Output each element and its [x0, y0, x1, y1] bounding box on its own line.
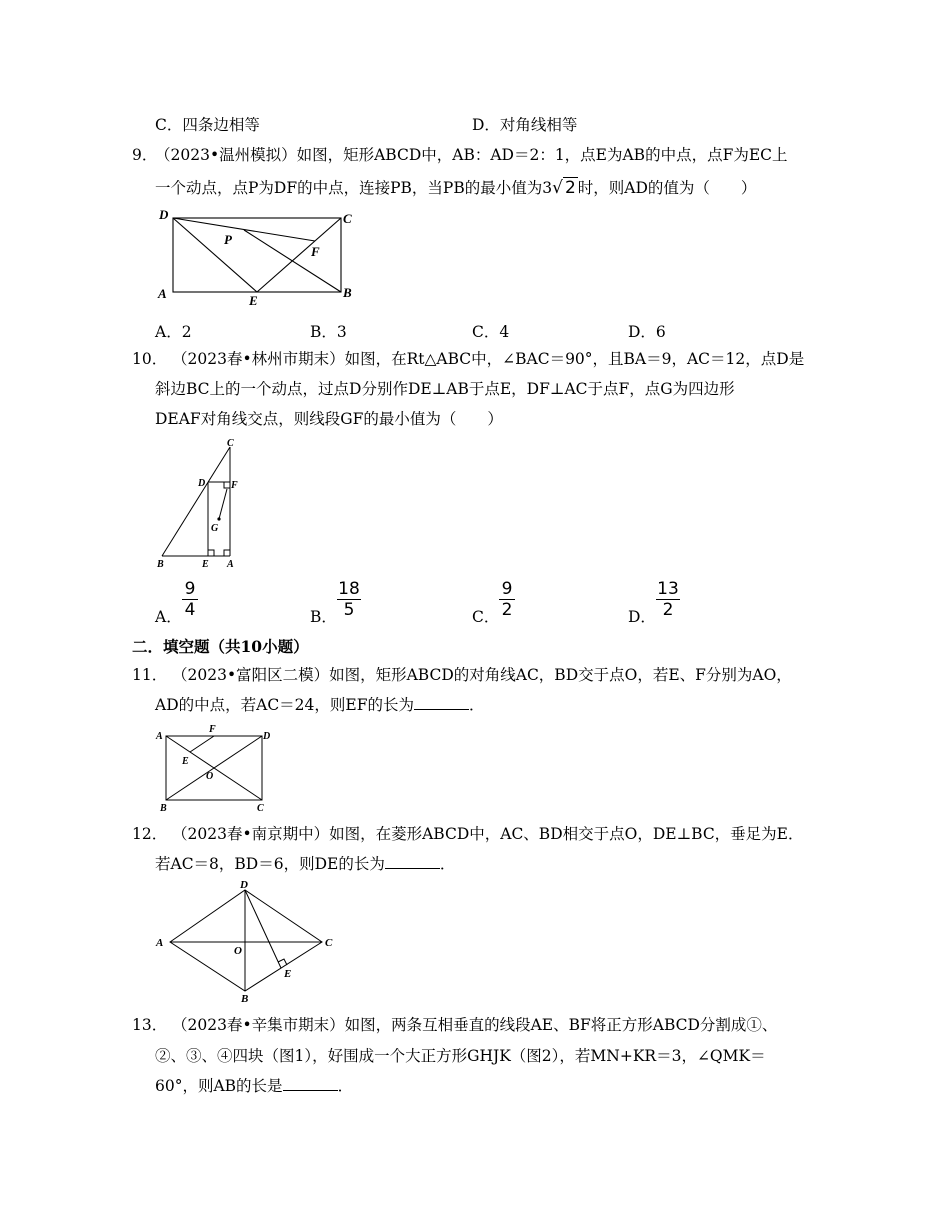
q9-number: 9．	[132, 146, 158, 164]
q10-text-line1: （2023春•林州市期末）如图，在Rt△ABC中，∠BAC＝90°，且BA＝9，AC＝12，点D是	[172, 350, 805, 368]
q11-label-B: B	[160, 803, 167, 814]
q9-label-C: C	[343, 211, 352, 226]
q9-label-F: F	[311, 244, 320, 259]
q10-label-D: D	[198, 478, 206, 489]
q11-text-line1: （2023•富阳区二模）如图，矩形ABCD的对角线AC，BD交于点O，若E、F分别为AO，	[172, 666, 792, 684]
q10-number: 10．	[132, 350, 168, 368]
q12-number: 12．	[132, 825, 168, 843]
q9-option-d[interactable]: D．6	[628, 323, 666, 341]
q11-text-line2: AD的中点，若AC＝24，则EF的长为 ．	[155, 696, 485, 714]
q9-text-line2: 一个动点，点P为DF的中点，连接PB，当PB的最小值为3√ 2 时，则AD的值为（ ）	[155, 178, 757, 198]
q12-label-A: A	[156, 937, 164, 949]
q11-label-E: E	[182, 756, 189, 767]
q9-label-D: D	[159, 207, 169, 222]
q12-label-D: D	[240, 880, 248, 891]
q13-number: 13．	[132, 1016, 168, 1034]
q10-option-d-fraction[interactable]: 13 2	[657, 579, 679, 620]
q9-label-P: P	[224, 232, 232, 247]
q8-option-c[interactable]: C．四条边相等	[155, 116, 260, 134]
q10-label-G: G	[211, 523, 219, 534]
q10-option-b[interactable]: B．	[310, 608, 337, 626]
section-2-heading: 二．填空题（共10小题）	[132, 637, 309, 656]
q10-label-F: F	[231, 480, 238, 491]
q12-label-E: E	[284, 968, 292, 980]
q13-answer-blank[interactable]	[283, 1076, 338, 1091]
q12-label-O: O	[234, 945, 242, 957]
q8-option-d[interactable]: D．对角线相等	[472, 116, 578, 134]
q9-label-E: E	[249, 293, 258, 308]
q11-answer-blank[interactable]	[414, 695, 469, 710]
q12-figure	[150, 880, 345, 1005]
q12-answer-blank[interactable]	[385, 854, 440, 869]
q11-label-F: F	[209, 724, 216, 735]
q10-text-line2: 斜边BC上的一个动点，过点D分别作DE⊥AB于点E，DF⊥AC于点F，点G为四边形	[155, 380, 735, 398]
q10-option-a-fraction[interactable]: 9 4	[182, 580, 198, 619]
q10-figure	[150, 432, 245, 572]
q11-figure	[152, 720, 282, 815]
q13-text-line1: （2023春•辛集市期末）如图，两条互相垂直的线段AE、BF将正方形ABCD分割成①、	[172, 1016, 778, 1034]
q12-text-line1: （2023春•南京期中）如图，在菱形ABCD中，AC、BD相交于点O，DE⊥BC，垂足为E．	[172, 825, 804, 843]
q10-option-a[interactable]: A．	[155, 608, 182, 626]
q13-text-line2: ②、③、④四块（图1），好围成一个大正方形GHJK（图2），若MN+KR＝3，∠QMK＝	[155, 1047, 766, 1065]
q9-figure	[155, 203, 365, 308]
q12-text-line2: 若AC＝8，BD＝6，则DE的长为 ．	[155, 855, 456, 873]
q9-option-a[interactable]: A．2	[155, 323, 192, 341]
q9-text-line1: （2023•温州模拟）如图，矩形ABCD中，AB：AD＝2：1，点E为AB的中点，点F为EC上	[155, 146, 788, 164]
q12-label-B: B	[241, 993, 249, 1005]
q10-option-b-fraction[interactable]: 18 5	[338, 579, 360, 620]
q10-option-d[interactable]: D．	[628, 608, 656, 626]
q9-option-c[interactable]: C．4	[472, 323, 510, 341]
q10-text-line3: DEAF对角线交点，则线段GF的最小值为（ ）	[155, 410, 503, 428]
q9-label-B: B	[343, 285, 352, 300]
q12-label-C: C	[325, 937, 333, 949]
q11-number: 11．	[132, 666, 168, 684]
q10-label-B: B	[157, 559, 164, 570]
q9-option-b[interactable]: B．3	[310, 323, 347, 341]
q11-label-A: A	[156, 731, 163, 742]
q10-option-c-fraction[interactable]: 9 2	[499, 580, 515, 619]
q10-label-C: C	[227, 438, 234, 449]
q11-label-O: O	[206, 771, 214, 782]
q11-label-D: D	[263, 731, 271, 742]
q9-label-A: A	[158, 286, 167, 301]
q13-text-line3: 60°，则AB的长是 ．	[155, 1077, 354, 1095]
q11-label-C: C	[257, 803, 264, 814]
q10-option-c[interactable]: C．	[472, 608, 500, 626]
q10-label-E: E	[202, 559, 209, 570]
q10-label-A: A	[227, 559, 234, 570]
